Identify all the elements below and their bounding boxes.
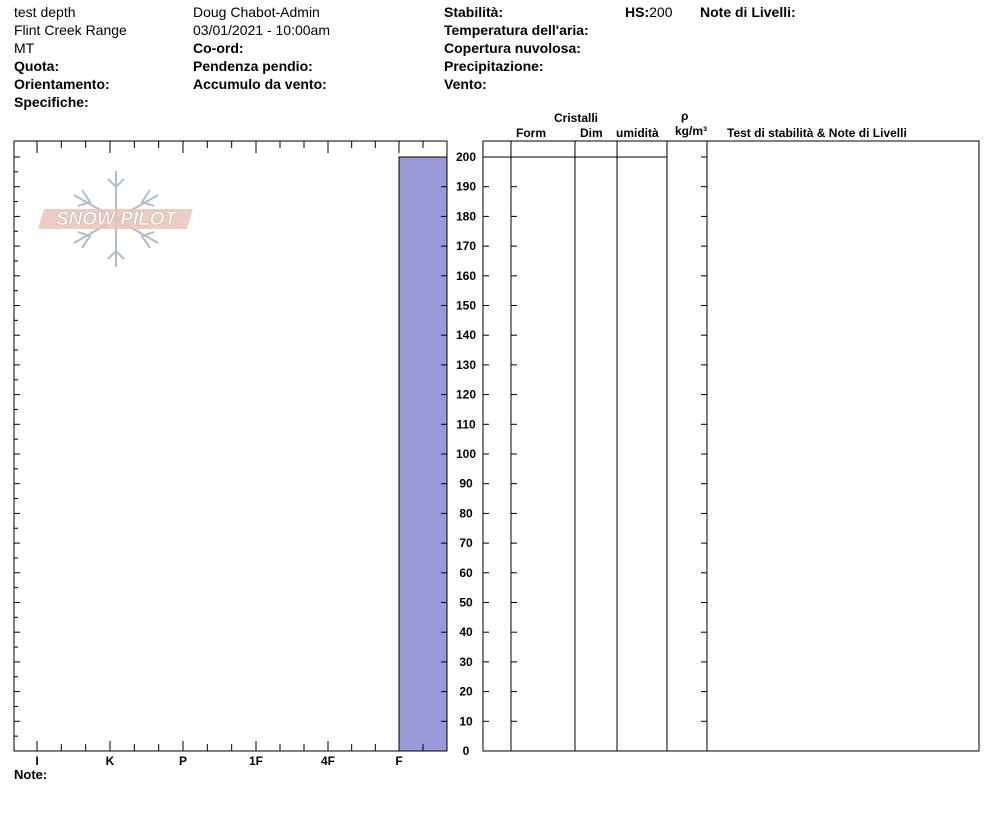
crystals-header: Cristalli (554, 111, 599, 125)
depth-tick-label: 60 (459, 565, 473, 580)
notes-label: Note: (14, 767, 48, 782)
depth-tick-label: 110 (456, 417, 476, 432)
stability-label: Stabilità: (444, 4, 504, 20)
depth-tick-label: 20 (459, 684, 473, 699)
layer-bar (399, 157, 447, 751)
depth-tick-label: 180 (455, 209, 477, 224)
depth-tick-label: 140 (455, 328, 477, 343)
aspect-label: Orientamento: (14, 76, 110, 92)
wind-loading-label: Accumulo da vento: (193, 76, 327, 92)
location-range: Flint Creek Range (14, 22, 127, 38)
elevation-label: Quota: (14, 58, 60, 74)
hardness-tick-label: 1F (248, 754, 264, 768)
depth-tick-label: 130 (455, 357, 477, 372)
rho-header: ρ (681, 109, 689, 123)
snowpilot-logo (38, 171, 193, 267)
depth-tick-label: 120 (455, 387, 477, 402)
hardness-tick-label: K (105, 754, 115, 768)
hs-label: HS: (625, 4, 650, 20)
hs-value: 200 (649, 4, 673, 20)
state: MT (14, 40, 35, 56)
depth-tick-label: 170 (455, 239, 477, 254)
stability-notes-header: Test di stabilità & Note di Livelli (727, 126, 907, 140)
slope-angle-label: Pendenza pendio: (193, 58, 313, 74)
depth-tick-label: 70 (459, 536, 473, 551)
depth-tick-label: 0 (462, 744, 470, 758)
depth-tick-label: 30 (459, 654, 473, 669)
depth-tick-label: 190 (455, 179, 477, 194)
observation-datetime: 03/01/2021 - 10:00am (193, 22, 330, 38)
depth-tick-label: 150 (455, 298, 477, 313)
depth-tick-label: 10 (459, 714, 473, 729)
precipitation-label: Precipitazione: (444, 58, 544, 74)
density-unit-header: kg/m³ (675, 124, 708, 138)
depth-tick-label: 160 (455, 268, 477, 283)
observer-name: Doug Chabot-Admin (193, 4, 320, 20)
depth-tick-label: 90 (459, 476, 473, 491)
depth-tick-label: 100 (455, 447, 477, 461)
depth-tick-label: 80 (459, 506, 473, 521)
profile-name: test depth (14, 4, 76, 20)
hardness-tick-label: I (35, 754, 39, 768)
hardness-tick-label: P (178, 754, 188, 768)
air-temperature-label: Temperatura dell'aria: (444, 22, 589, 38)
moisture-header: umidità (616, 126, 659, 140)
wind-label: Vento: (444, 76, 487, 92)
depth-tick-label: 40 (459, 625, 473, 640)
layer-notes-label: Note di Livelli: (700, 4, 796, 20)
logo-text: SNOW PILOT (55, 209, 177, 230)
layer-table-frame (483, 141, 979, 751)
hardness-tick-label: F (395, 754, 403, 768)
size-header: Dim (580, 126, 603, 140)
depth-tick-label: 200 (455, 150, 477, 164)
specifics-label: Specifiche: (14, 94, 89, 110)
hardness-tick-label: 4F (320, 754, 336, 768)
depth-tick-label: 50 (459, 595, 473, 610)
coord-label: Co-ord: (193, 40, 244, 56)
sky-cover-label: Copertura nuvolosa: (444, 40, 581, 56)
form-header: Form (516, 126, 546, 140)
